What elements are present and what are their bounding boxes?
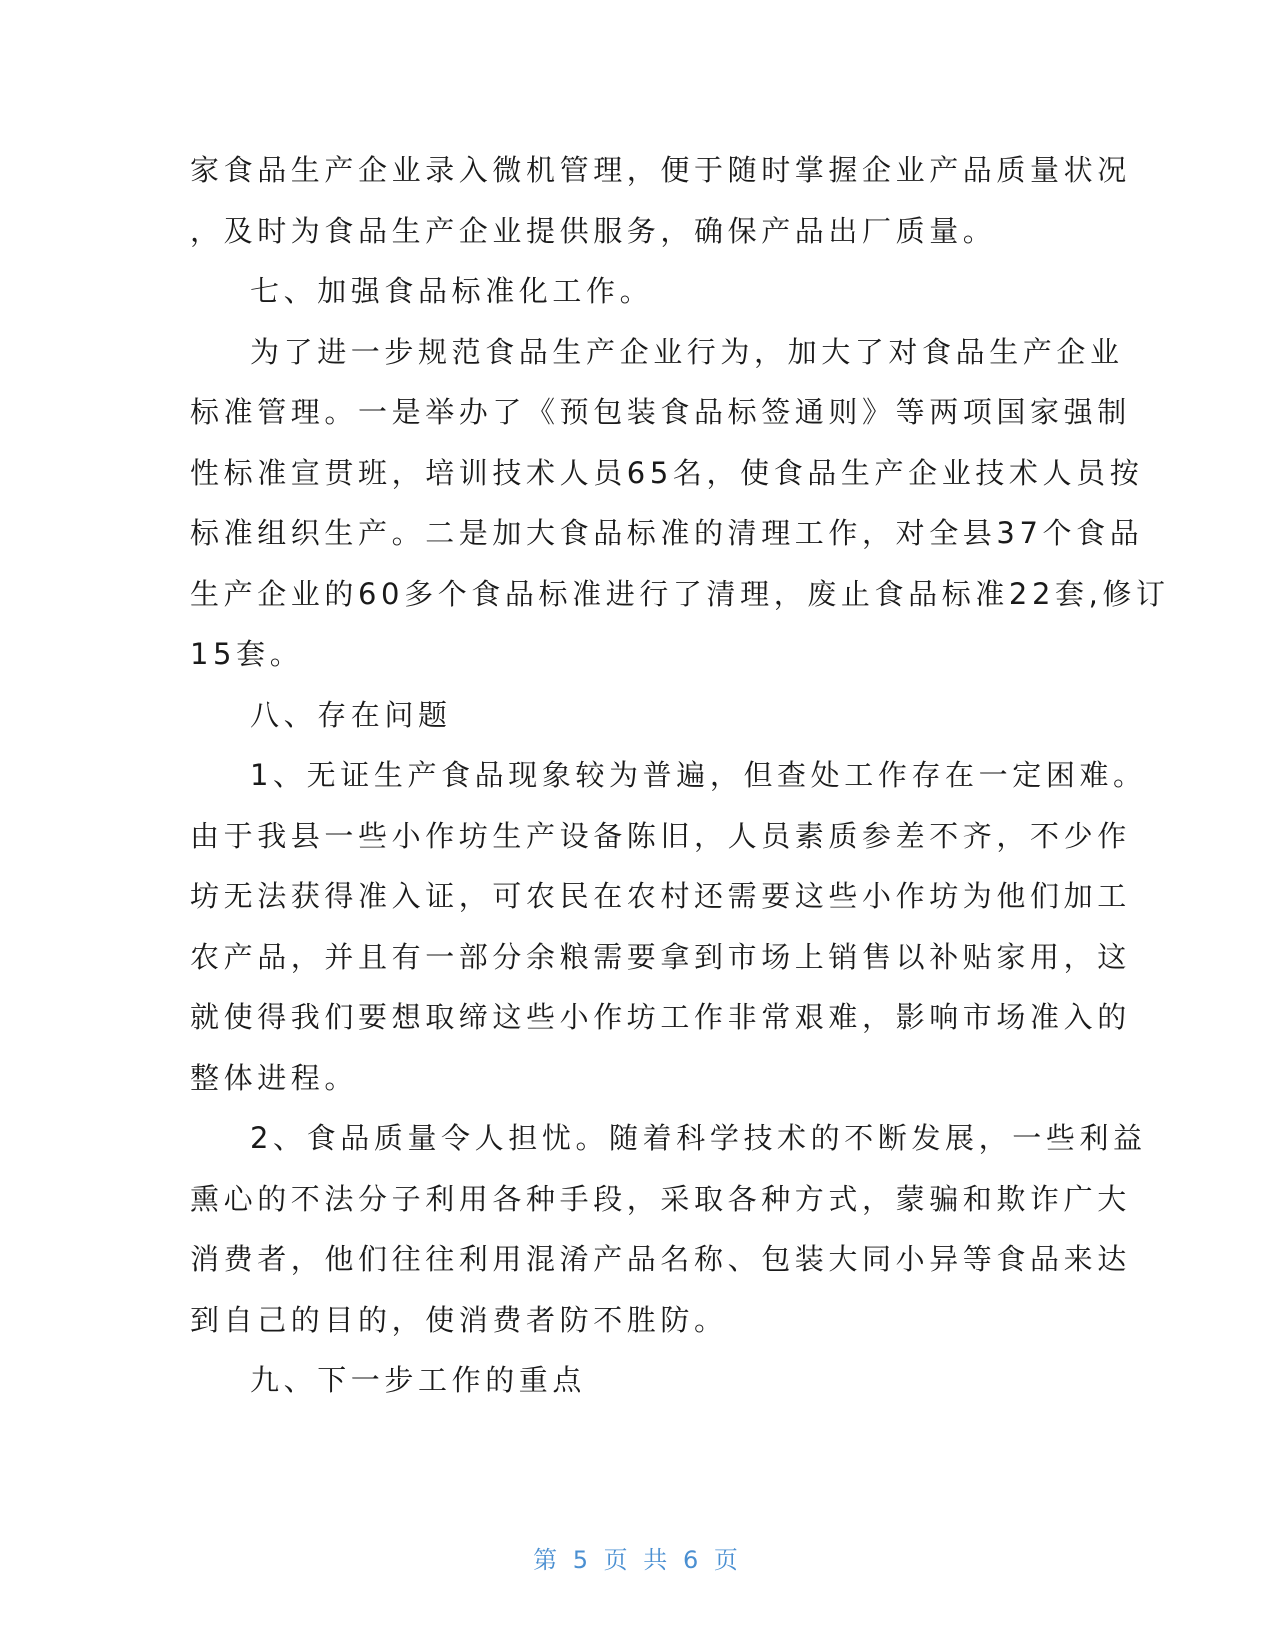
- text-line: 家食品生产企业录入微机管理，便于随时掌握企业产品质量状况: [190, 153, 1131, 187]
- page-number: 第 5 页 共 6 页: [533, 1546, 742, 1574]
- text-line: 消费者，他们往往利用混淆产品名称、包装大同小异等食品来达: [190, 1242, 1131, 1276]
- text-line: 到自己的目的，使消费者防不胜防。: [190, 1302, 728, 1337]
- section-heading: 八、存在问题: [250, 697, 452, 732]
- text-line: 由于我县一些小作坊生产设备陈旧，人员素质参差不齐，不少作: [190, 818, 1131, 853]
- section-heading: 九、下一步工作的重点: [250, 1363, 587, 1397]
- section-heading: 七、加强食品标准化工作。: [250, 274, 654, 308]
- text-line: 就使得我们要想取缔这些小作坊工作非常艰难，影响市场准入的: [190, 1000, 1131, 1034]
- text-line: 15套。: [190, 637, 304, 671]
- text-line: 农产品，并且有一部分余粮需要拿到市场上销售以补贴家用，这: [190, 939, 1131, 974]
- text-line: ，及时为食品生产企业提供服务，确保产品出厂质量。: [190, 213, 997, 248]
- text-line: 为了进一步规范食品生产企业行为，加大了对食品生产企业: [250, 334, 1124, 369]
- text-line: 2、食品质量令人担忧。随着科学技术的不断发展，一些利益: [250, 1121, 1147, 1155]
- text-line: 生产企业的60多个食品标准进行了清理，废止食品标准22套,修订: [190, 576, 1170, 611]
- text-line: 标准组织生产。二是加大食品标准的清理工作，对全县37个食品: [190, 516, 1144, 550]
- page-footer: [0, 1540, 1275, 1575]
- text-line: 熏心的不法分子利用各种手段，采取各种方式，蒙骗和欺诈广大: [190, 1181, 1131, 1216]
- text-line: 性标准宣贯班，培训技术人员65名，使食品生产企业技术人员按: [190, 455, 1144, 490]
- text-line: 坊无法获得准入证，可农民在农村还需要这些小作坊为他们加工: [190, 879, 1131, 913]
- text-line: 1、无证生产食品现象较为普遍，但查处工作存在一定困难。: [250, 758, 1147, 792]
- document-body: [190, 140, 1170, 1411]
- text-line: 整体进程。: [190, 1060, 359, 1095]
- text-line: 标准管理。一是举办了《预包装食品标签通则》等两项国家强制: [190, 395, 1131, 429]
